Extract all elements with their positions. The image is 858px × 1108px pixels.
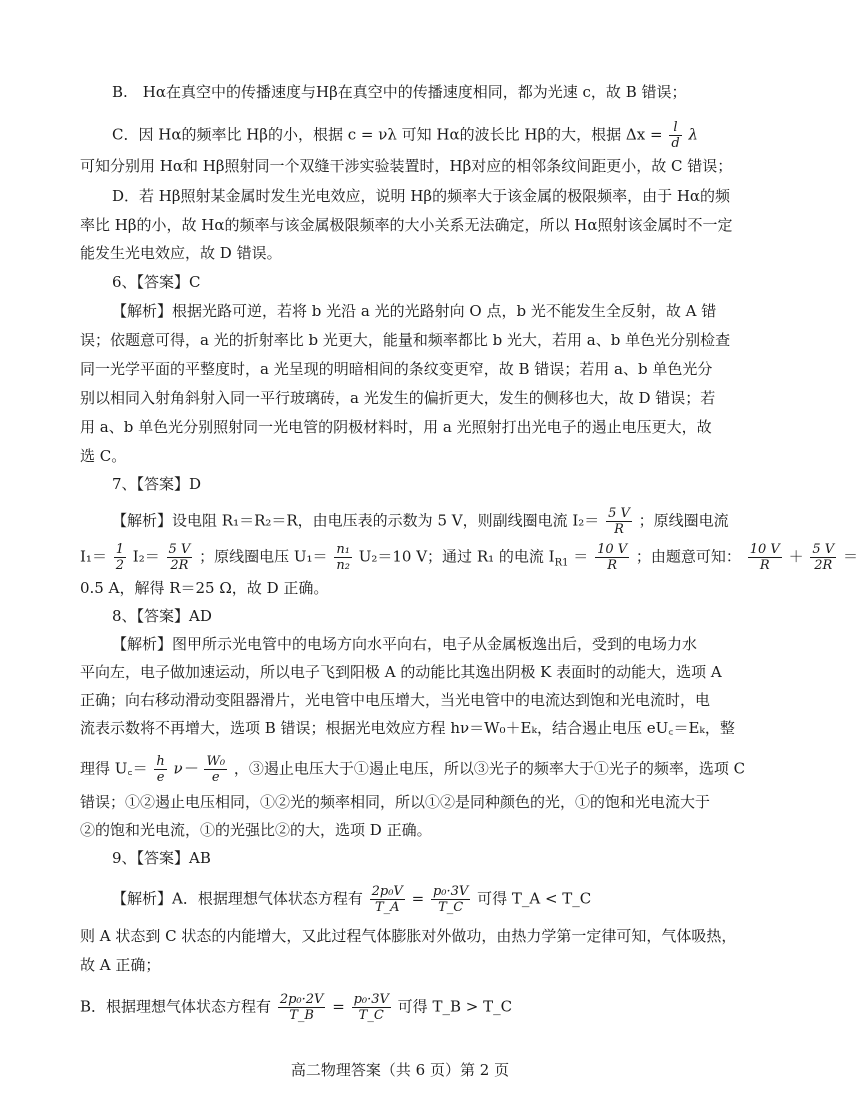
q5-option-d-line3: 能发生光电效应，故 D 错误。 — [80, 244, 282, 262]
q7-l2-text-d: U₂＝10 V；通过 R₁ 的电流 I — [358, 547, 555, 566]
page-footer: 高二物理答案（共 6 页）第 2 页 — [290, 1061, 510, 1079]
q7-frac-sum1-num: 10 V — [749, 542, 780, 557]
q8-frac-w0-num: W₀ — [206, 754, 226, 769]
q5-c-text-a: C．因 Hα的频率比 Hβ的小，根据 c = νλ 可知 Hα的波长比 Hβ的大，根据 Δx = — [112, 125, 663, 144]
q8-frac-h-den: e — [156, 770, 165, 785]
q9-frac-c2 — [352, 992, 391, 1023]
q7-frac-i1-den: 2R — [170, 558, 189, 573]
q7-line3: 0.5 A，解得 R＝25 Ω，故 D 正确。 — [80, 579, 329, 597]
q7-line2 — [80, 542, 858, 574]
q5-option-c-line1 — [112, 120, 698, 151]
q7-frac-sum1-den: R — [759, 558, 770, 573]
q9-answer-heading: 9、【答案】AB — [112, 849, 211, 867]
q6-line6: 选 C。 — [80, 447, 127, 465]
q5-option-d-line2: 率比 Hβ的小，故 Hα的频率与该金属极限频率的大小关系无法确定，所以 Hα照射该金属时不一定 — [80, 216, 733, 234]
q6-line4: 别以相同入射角斜射入同一平行玻璃砖，a 光发生的偏折更大，发生的侧移也大，故 D 错误；若 — [80, 389, 716, 407]
q7-frac-turns-num: n₁ — [336, 542, 350, 557]
q6-line5: 用 a、b 单色光分别照射同一光电管的阴极材料时，用 a 光照射打出光电子的遏止电压更大，故 — [80, 418, 712, 436]
q9-frac-c-num: p₀·3V — [432, 884, 469, 899]
q5-c-lambda: λ — [688, 125, 698, 144]
q8-line2: 平向左，电子做加速运动，所以电子飞到阳极 A 的动能比其逸出阴极 K 表面时的动能大，选项 A — [80, 663, 722, 681]
q7-frac-half — [114, 542, 126, 573]
q8-line4: 流表示数将不再增大，选项 B 错误；根据光电效应方程 hν＝W₀＋Eₖ，结合遏止电压 eU꜀＝Eₖ，整 — [80, 719, 735, 737]
q5-option-c-line2: 可知分别用 Hα和 Hβ照射同一个双缝干涉实验装置时，Hβ对应的相邻条纹间距更小，故 C 错误； — [80, 157, 733, 175]
q9-frac-c2-den: T_C — [358, 1008, 384, 1023]
q7-l1-text-b: ；原线圈电流 — [638, 511, 729, 530]
q6-line1: 【解析】根据光路可逆，若将 b 光沿 a 光的光路射向 O 点，b 光不能发生全反射，故 A 错 — [112, 302, 717, 320]
q9-frac-c-den: T_C — [438, 900, 464, 915]
q7-frac-ir1 — [595, 542, 629, 573]
q7-frac-sum2-num: 5 V — [812, 542, 835, 557]
q9-line4 — [80, 992, 512, 1023]
q9-l1-text-a: 【解析】A．根据理想气体状态方程有 — [112, 889, 363, 908]
q7-l2-text-b: I₂＝ — [132, 547, 160, 566]
q7-l2-text-g: ＋ — [788, 547, 804, 566]
q7-frac-turns — [334, 542, 352, 573]
q8-line5 — [80, 754, 745, 785]
q7-l2-text-e: ＝ — [573, 547, 589, 566]
q7-l2-text-a: I₁＝ — [80, 547, 107, 566]
q7-line1 — [112, 506, 729, 537]
q9-line3: 故 A 正确； — [80, 956, 161, 974]
q6-answer-heading: 6、【答案】C — [112, 273, 201, 291]
q9-line2: 则 A 状态到 C 状态的内能增大，又此过程气体膨胀对外做功，由热力学第一定律可知，气体吸热， — [80, 927, 737, 945]
q8-line6: 错误；①②遏止电压相同，①②光的频率相同，所以①②是同种颜色的光，①的饱和光电流大于 — [80, 793, 711, 811]
q7-l2-text-h: ＝ — [842, 547, 858, 566]
q7-frac-sum2 — [810, 542, 836, 573]
q8-line3: 正确；向右移动滑动变阻器滑片，光电管中电压增大，当光电管中的电流达到饱和光电流时，电 — [80, 691, 711, 709]
q8-frac-h-num: h — [156, 754, 165, 769]
q7-frac-i1-num: 5 V — [168, 542, 191, 557]
q9-frac-b-num: 2p₀·2V — [279, 992, 324, 1007]
q7-frac-half-num: 1 — [115, 542, 125, 557]
q8-l5-text-b: ν－ — [173, 759, 198, 778]
q8-frac-w0-den: e — [211, 770, 220, 785]
q9-l1-text-c: 可得 T_A < T_C — [477, 889, 592, 908]
q6-line2: 误；依题意可得，a 光的折射率比 b 光更大，能量和频率都比 b 光大，若用 a、b 单色光分别检查 — [80, 331, 731, 349]
q7-frac-ir1-den: R — [607, 558, 617, 573]
q7-l1-text-a: 【解析】设电阻 R₁＝R₂＝R，由电压表的示数为 5 V，则副线圈电流 I₂＝ — [112, 511, 600, 530]
q9-l4-text-c: 可得 T_B > T_C — [397, 997, 513, 1016]
q9-l4-eq: = — [332, 997, 345, 1016]
q7-answer-heading: 7、【答案】D — [112, 475, 202, 493]
q9-frac-a — [370, 884, 405, 915]
q9-frac-c — [431, 884, 470, 915]
q9-frac-c2-num: p₀·3V — [353, 992, 389, 1007]
q9-l4-text-a: B．根据理想气体状态方程有 — [80, 997, 272, 1016]
q7-l2-text-c: ；原线圈电压 U₁＝ — [199, 547, 328, 566]
q7-l2-text-f: ；由题意可知： — [635, 547, 741, 566]
q9-frac-b — [278, 992, 326, 1023]
q9-line1 — [112, 884, 591, 915]
q7-frac-sum1 — [748, 542, 782, 573]
q9-l1-eq: = — [411, 889, 425, 908]
q7-frac-sum2-den: 2R — [814, 558, 833, 573]
q7-frac-i2-den: R — [614, 522, 624, 537]
q7-l2-sub: R1 — [554, 557, 569, 569]
q7-frac-i2 — [606, 506, 632, 537]
q8-line7: ②的饱和光电流，①的光强比②的大，选项 D 正确。 — [80, 821, 432, 839]
q7-frac-i2-num: 5 V — [608, 506, 630, 521]
q9-frac-b-den: T_B — [289, 1008, 314, 1023]
q6-line3: 同一光学平面的平整度时，a 光呈现的明暗相间的条纹变更窄，故 B 错误；若用 a、b 单色光分 — [80, 360, 713, 378]
q9-frac-a-num: 2p₀V — [371, 884, 403, 899]
q8-l5-text-c: ，③遏止电压大于①遏止电压，所以③光子的频率大于①光子的频率，选项 C — [233, 759, 746, 778]
q7-frac-turns-den: n₂ — [336, 558, 350, 573]
q8-frac-h — [154, 754, 166, 785]
q5-option-d-line1: D．若 Hβ照射某金属时发生光电效应，说明 Hβ的频率大于该金属的极限频率，由于 Hα的频 — [112, 187, 731, 205]
q7-frac-half-den: 2 — [115, 558, 125, 573]
q7-frac-i1 — [167, 542, 193, 573]
q5-option-b: B. Hα在真空中的传播速度与Hβ在真空中的传播速度相同，都为光速 c，故 B 错误； — [112, 83, 687, 101]
q8-answer-heading: 8、【答案】AD — [112, 607, 212, 625]
q7-frac-ir1-num: 10 V — [597, 542, 628, 557]
q8-frac-w0 — [204, 754, 227, 785]
q5-c-frac-den: d — [671, 136, 680, 151]
q8-line1: 【解析】图甲所示光电管中的电场方向水平向右，电子从金属板逸出后，受到的电场力水 — [112, 635, 698, 653]
q8-l5-text-a: 理得 U꜀＝ — [80, 759, 148, 778]
q5-c-frac-num: l — [669, 120, 681, 136]
q9-frac-a-den: T_A — [374, 900, 400, 915]
q5-c-fraction — [669, 120, 681, 151]
